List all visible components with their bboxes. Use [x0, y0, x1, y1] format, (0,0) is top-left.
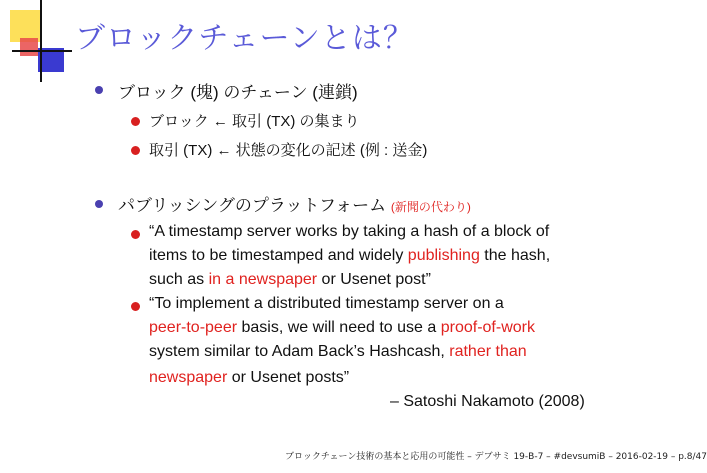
quote-highlight: proof-of-work	[440, 319, 535, 336]
quote-highlight: in a newspaper	[208, 271, 318, 288]
bullet-dot	[131, 302, 140, 311]
quote-text: or Usenet posts”	[227, 369, 350, 386]
quote-text: system similar to Adam Back’s Hashcash,	[149, 343, 450, 360]
bullet-dot	[95, 86, 103, 94]
bullet-dot	[131, 117, 140, 126]
quote-text: or Usenet post”	[317, 271, 431, 288]
quote-line: “A timestamp server works by taking a hash of a block of	[149, 223, 550, 240]
quote-text: such as	[149, 271, 209, 288]
bullet-publishing-note: (新聞の代わり)	[390, 200, 471, 214]
quote-line	[149, 364, 349, 392]
bullet-publishing-platform	[118, 191, 471, 216]
decor-vertical-line	[40, 0, 42, 82]
quote-line	[149, 338, 527, 366]
quote-line: “To implement a distributed timestamp server on a	[149, 295, 504, 312]
decor-horizontal-line	[12, 50, 72, 52]
quote-attribution: – Satoshi Nakamoto (2008)	[390, 393, 585, 410]
sub-bullet-block: ブロック ← 取引 (TX) の集まり	[149, 113, 360, 130]
quote-highlight: newspaper	[149, 369, 228, 386]
decor-red-square	[20, 38, 38, 56]
bullet-dot	[95, 200, 103, 208]
bullet-dot	[131, 146, 140, 155]
bullet-publishing-text: パブリッシングのプラットフォーム	[118, 196, 387, 215]
quote-text: the hash,	[479, 247, 551, 264]
quote-highlight: rather than	[449, 343, 527, 360]
quote-text: items to be timestamped and widely	[149, 247, 408, 264]
slide-title: ブロックチェーンとは？	[75, 21, 414, 56]
quote-highlight: peer-to-peer	[149, 319, 238, 336]
bullet-dot	[131, 230, 140, 239]
sub-bullet-transaction: 取引 (TX) ← 状態の変化の記述 (例 : 送金)	[149, 142, 428, 159]
quote-highlight: publishing	[407, 247, 480, 264]
bullet-blockchain-definition: ブロック (塊) のチェーン (連鎖)	[118, 83, 358, 102]
quote-text: basis, we will need to use a	[237, 319, 441, 336]
slide-footer: ブロックチェーン技術の基本と応用の可能性 – デブサミ 19-B-7 – #devsumiB – 2016-02-19 – p.8/47	[285, 452, 707, 462]
